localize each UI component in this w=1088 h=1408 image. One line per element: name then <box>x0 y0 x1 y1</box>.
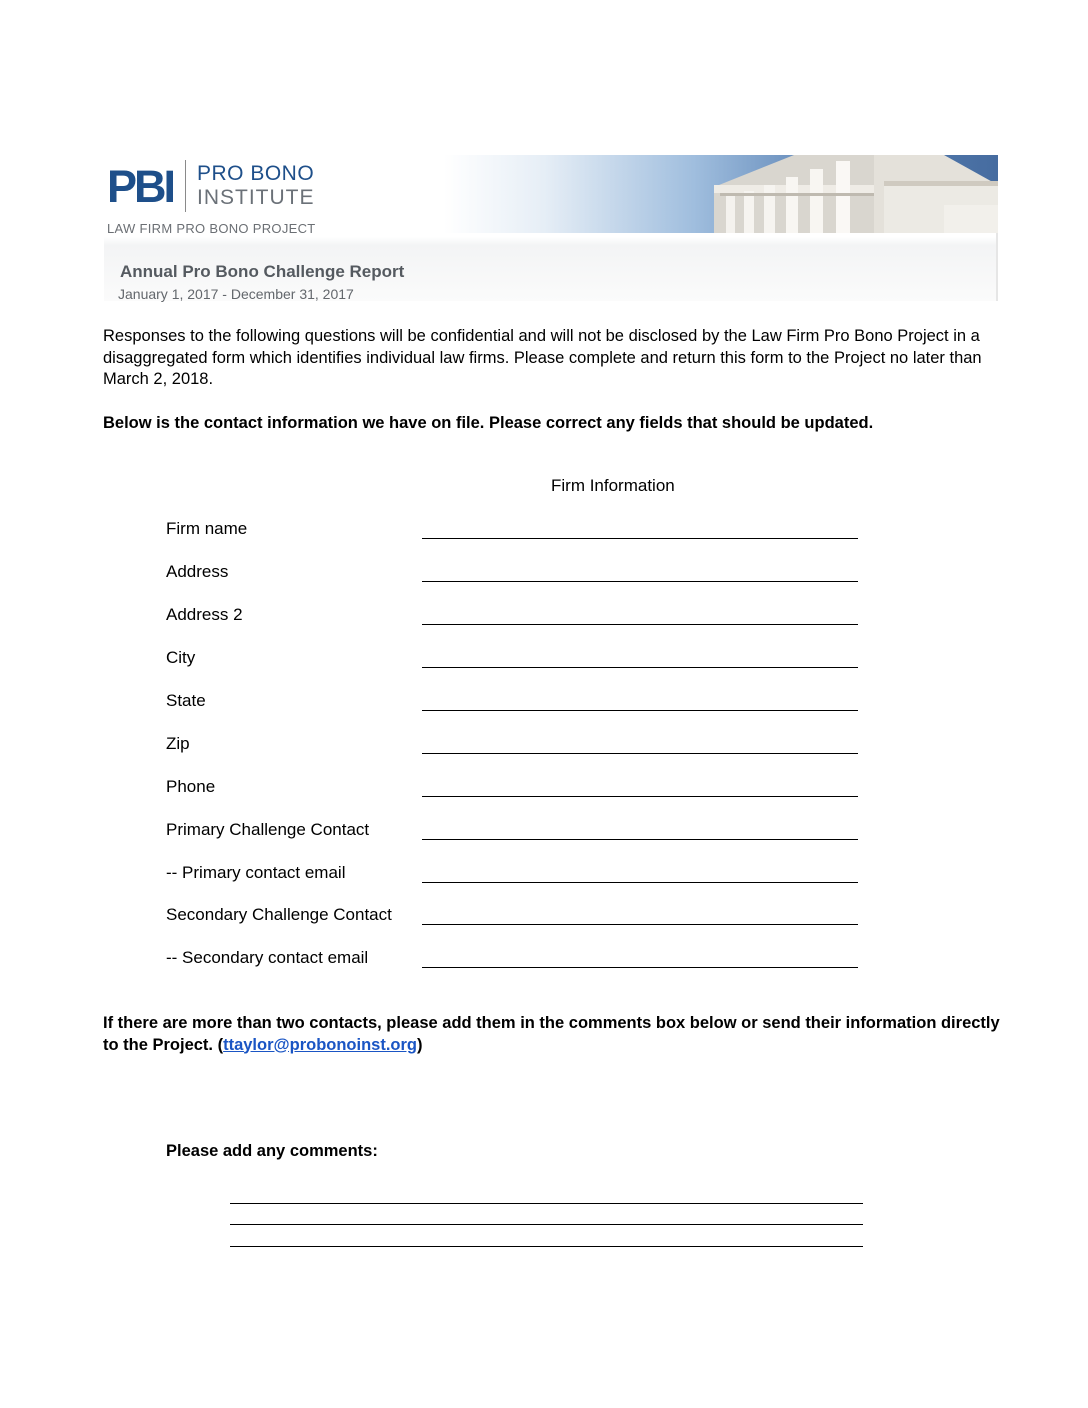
more-contacts-text: If there are more than two contacts, please add them in the comments box below or send their information directly to the Project. ( <box>103 1014 1000 1054</box>
field-input-zip[interactable] <box>422 753 858 754</box>
field-label-firm-name: Firm name <box>166 519 248 538</box>
logo-line1: PRO BONO <box>197 162 315 185</box>
field-label-primary-email: -- Primary contact email <box>166 863 346 882</box>
email-link[interactable]: ttaylor@probonoinst.org <box>223 1035 418 1054</box>
field-input-primary-email[interactable] <box>422 882 858 883</box>
field-input-city[interactable] <box>422 667 858 668</box>
comment-line-2[interactable] <box>230 1224 863 1225</box>
field-input-state[interactable] <box>422 710 858 711</box>
field-label-primary-contact: Primary Challenge Contact <box>166 820 370 839</box>
field-label-zip: Zip <box>166 734 190 753</box>
field-label-city: City <box>166 648 196 667</box>
contact-note: Below is the contact information we have on file. Please correct any fields that should be updated. <box>103 414 874 432</box>
more-contacts-close: ) <box>417 1035 423 1054</box>
courthouse-banner-image <box>444 155 998 233</box>
courthouse-illustration <box>444 155 998 233</box>
comments-label: Please add any comments: <box>166 1142 378 1160</box>
field-input-firm-name[interactable] <box>422 538 858 539</box>
field-input-address-2[interactable] <box>422 624 858 625</box>
field-input-phone[interactable] <box>422 796 858 797</box>
logo-subtitle: LAW FIRM PRO BONO PROJECT <box>107 221 316 236</box>
field-label-address-2: Address 2 <box>166 605 243 624</box>
report-title: Annual Pro Bono Challenge Report <box>120 262 405 281</box>
field-input-address[interactable] <box>422 581 858 582</box>
field-input-primary-contact[interactable] <box>422 839 858 840</box>
field-label-phone: Phone <box>166 777 216 796</box>
more-contacts-note <box>103 1013 1003 1056</box>
field-input-secondary-email[interactable] <box>422 967 858 968</box>
banner-edge <box>996 233 998 301</box>
section-title: Firm Information <box>551 476 675 495</box>
comment-line-3[interactable] <box>230 1246 863 1247</box>
field-label-state: State <box>166 691 206 710</box>
intro-paragraph: Responses to the following questions will be confidential and will not be disclosed by the Law Firm Pro Bono Project in a disaggregated form which identifies individual law firms. Please complete and return this form to the Project no later than March 2, 2018. <box>103 327 982 388</box>
field-input-secondary-contact[interactable] <box>422 924 858 925</box>
field-label-secondary-email: -- Secondary contact email <box>166 948 369 967</box>
logo-divider <box>185 160 186 212</box>
logo-line2: INSTITUTE <box>197 186 315 209</box>
logo-acronym: PBI <box>107 161 174 212</box>
report-dates: January 1, 2017 - December 31, 2017 <box>118 286 354 302</box>
field-label-secondary-contact: Secondary Challenge Contact <box>166 905 392 924</box>
comment-line-1[interactable] <box>230 1203 863 1204</box>
field-label-address: Address <box>166 562 229 581</box>
